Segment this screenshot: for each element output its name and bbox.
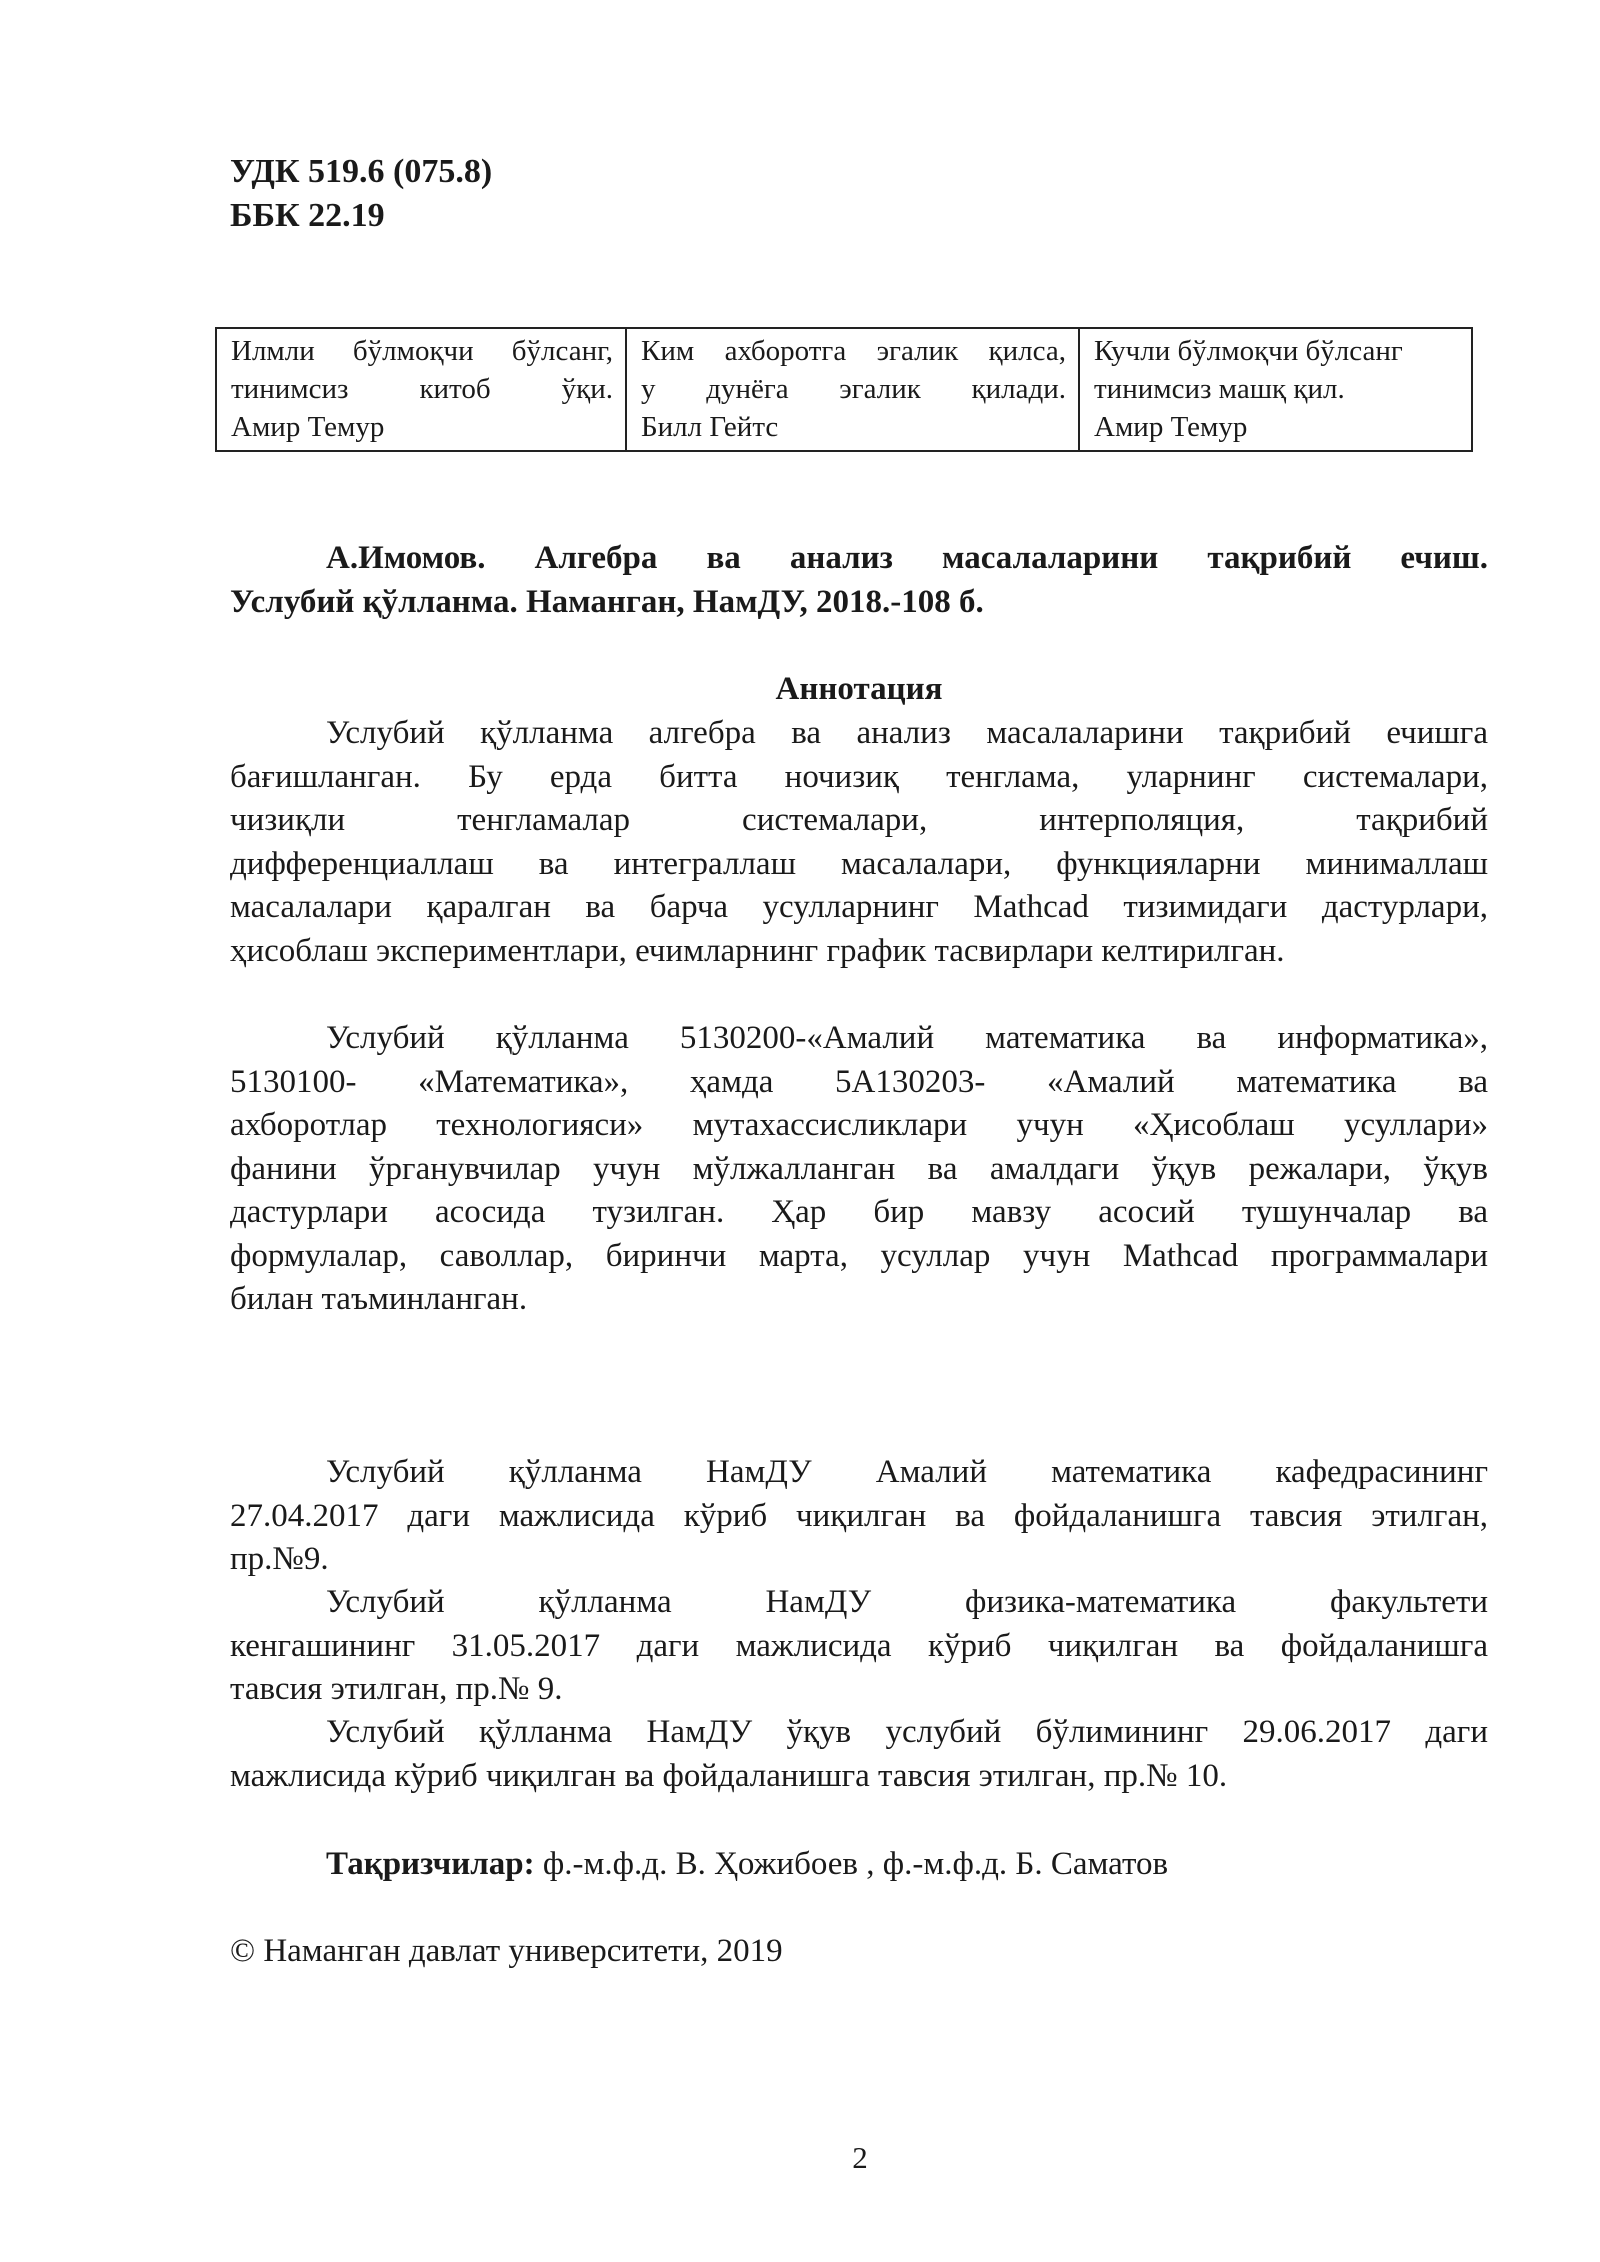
quote-line: тинимсиз китоб ўқи. — [231, 373, 613, 405]
text-line: фанини ўрганувчилар учун мўлжалланган ва амалдаги ўқув режалари, ўқув — [230, 1150, 1488, 1187]
text-line: формулалар, саволлар, биринчи марта, усуллар учун Mathcad программалари — [230, 1237, 1488, 1274]
text-line: кенгашининг 31.05.2017 даги мажлисида кўриб чиқилган ва фойдаланишга — [230, 1627, 1488, 1664]
text-line: бағишланган. Бу ерда битта ночизиқ тенглама, уларнинг системалари, — [230, 758, 1488, 795]
text-line: 5130100- «Математика», ҳамда 5А130203- «Амалий математика ва — [230, 1063, 1488, 1100]
reviewers-label: Тақризчилар: — [326, 1846, 535, 1882]
text-line: мажлисида кўриб чиқилган ва фойдаланишга тавсия этилган, пр.№ 10. — [230, 1757, 1228, 1794]
text-line: тавсия этилган, пр.№ 9. — [230, 1671, 563, 1707]
text-line: ахборотлар технологияси» мутахассисликлари учун «Ҳисоблаш усуллари» — [230, 1107, 1488, 1143]
text-line: Услубий қўлланма алгебра ва анализ масалаларини тақрибий ечишга — [326, 715, 1488, 751]
reviewers-line — [230, 1843, 1488, 1887]
bibliographic-title — [230, 537, 1488, 624]
quote-line: Ким ахборотга эгалик қилса, — [641, 335, 1066, 367]
text-line: 27.04.2017 даги мажлисида кўриб чиқилган ва фойдаланишга тавсия этилган, — [230, 1497, 1488, 1534]
text-line: билан таъминланган. — [230, 1281, 528, 1317]
classification-codes — [230, 150, 492, 238]
quote-cell — [216, 328, 626, 451]
text-line: Услубий қўлланма НамДУ физика-математика факультети — [326, 1584, 1488, 1620]
quote-cell — [1079, 328, 1472, 451]
text-line: дастурлари асосида тузилган. Ҳар бир мавзу асосий тушунчалар ва — [230, 1194, 1488, 1230]
quote-author: Амир Темур — [231, 411, 385, 443]
copyright-line: © Наманган давлат университети, 2019 — [230, 1933, 783, 1969]
quotes-table — [215, 327, 1473, 452]
annotation-heading: Аннотация — [775, 671, 943, 707]
reviewers-names: ф.-м.ф.д. В. Ҳожибоев , ф.-м.ф.д. Б. Саматов — [534, 1846, 1169, 1882]
copyright — [230, 1930, 1488, 1974]
text-line: Услубий қўлланма НамДУ Амалий математика кафедрасининг — [326, 1454, 1488, 1490]
text-line: пр.№9. — [230, 1541, 329, 1577]
quote-line: тинимсиз машқ қил. — [1094, 373, 1345, 405]
bbk-code: ББК 22.19 — [230, 197, 385, 234]
text-line: Услубий қўлланма 5130200-«Амалий математика ва информатика», — [326, 1020, 1488, 1056]
quote-line: Кучли бўлмоқчи бўлсанг — [1094, 335, 1403, 367]
approval-paragraph-2 — [230, 1581, 1488, 1712]
title-line: Услубий қўлланма. Наманган, НамДУ, 2018.-108 б. — [230, 583, 984, 620]
reviewers — [230, 1843, 1488, 1887]
text-line: Услубий қўлланма НамДУ ўқув услубий бўлимининг 29.06.2017 даги — [326, 1714, 1488, 1750]
quote-line: у дунёга эгалик қилади. — [641, 373, 1066, 405]
text-line: масалалари қаралган ва барча усулларнинг Mathcad тизимидаги дастурлари, — [230, 889, 1488, 925]
approval-paragraph-1 — [230, 1451, 1488, 1582]
quote-author: Билл Гейтс — [641, 411, 779, 443]
quote-author: Амир Темур — [1094, 411, 1248, 443]
quote-line: Илмли бўлмоқчи бўлсанг, — [231, 335, 613, 367]
quote-cell — [626, 328, 1079, 451]
page-number: 2 — [852, 2140, 868, 2175]
annotation-paragraph-2 — [230, 1017, 1488, 1322]
approval-paragraph-3 — [230, 1711, 1488, 1798]
annotation-paragraph-1 — [230, 712, 1488, 973]
udk-code: УДК 519.6 (075.8) — [230, 153, 493, 190]
text-line: ҳисоблаш экспериментлари, ечимларнинг график тасвирлари келтирилган. — [230, 932, 1285, 969]
text-line: дифференциаллаш ва интеграллаш масалалари, функцияларни минималлаш — [230, 845, 1488, 882]
text-line: чизиқли тенгламалар системалари, интерполяция, тақрибий — [230, 802, 1488, 838]
title-line: А.Имомов. Алгебра ва анализ масалаларини тақрибий ечиш. — [326, 540, 1488, 576]
